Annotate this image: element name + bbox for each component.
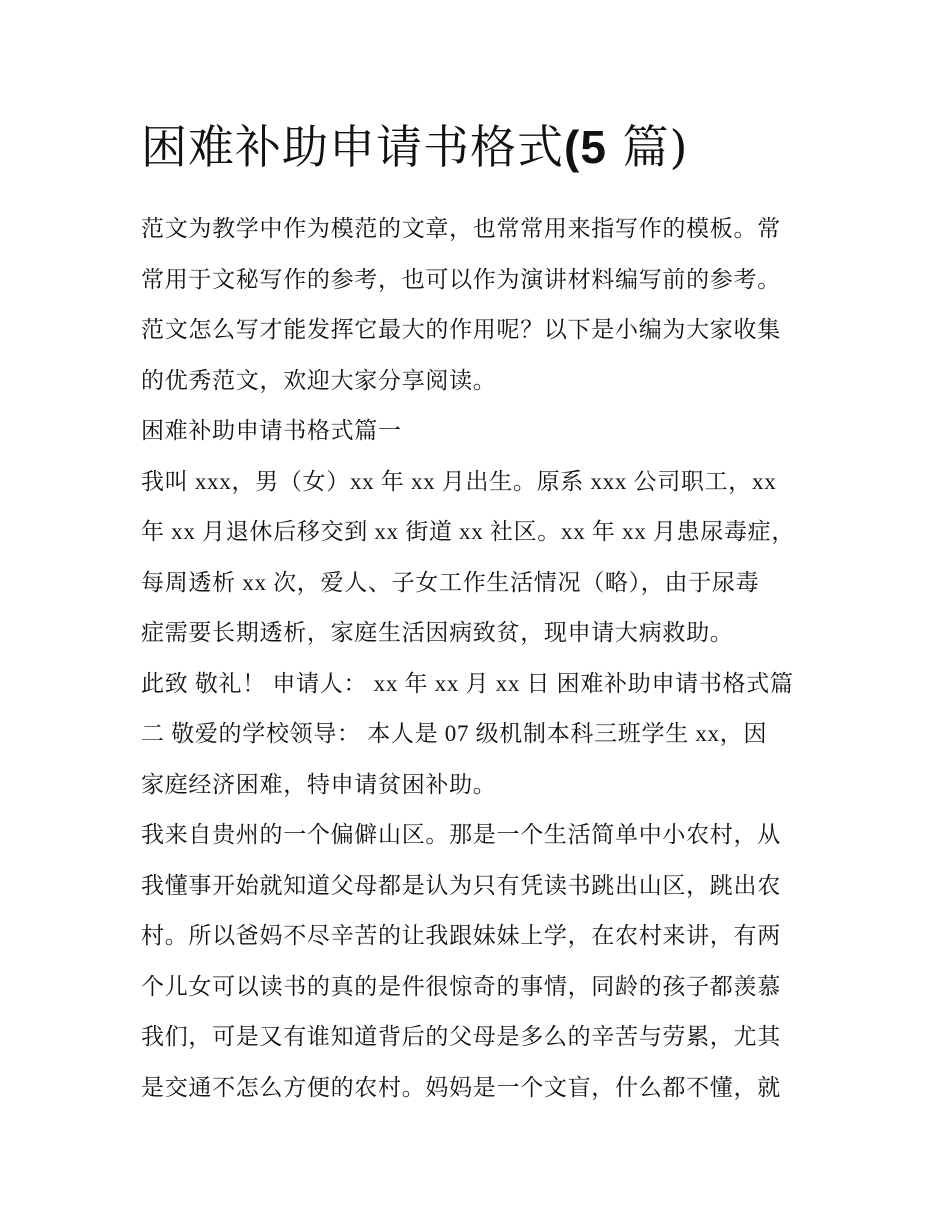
text-line: 家庭经济困难，特申请贫困补助。 bbox=[141, 771, 497, 797]
text-line: 症需要长期透析，家庭生活因病致贫，现申请大病救助。 bbox=[141, 620, 734, 645]
text-line: 我叫 xxx，男（女）xx 年 xx 月出生。原系 xxx 公司职工，xx bbox=[141, 468, 777, 494]
text-line: 年 xx 月退休后移交到 xx 街道 xx 社区。xx 年 xx 月患尿毒症， bbox=[141, 519, 796, 544]
text-line: 每周透析 xx 次，爱人、子女工作生活情况（略），由于尿毒 bbox=[141, 569, 760, 595]
section-heading: 困难补助申请书格式篇一 bbox=[141, 418, 402, 443]
document-content bbox=[141, 112, 813, 1113]
text-line: 二 敬爱的学校领导： 本人是 07 级机制本科三班学生 xx，因 bbox=[141, 721, 768, 746]
title-main: 困难补助申请书格式 bbox=[141, 120, 564, 174]
text-line: 范文为教学中作为模范的文章，也常常用来指写作的模板。常 bbox=[141, 216, 781, 241]
title-tail: 篇) bbox=[622, 120, 689, 174]
text-line: 范文怎么写才能发挥它最大的作用呢？以下是小编为大家收集 bbox=[141, 317, 781, 342]
text-line: 的优秀范文，欢迎大家分享阅读。 bbox=[141, 367, 497, 393]
document-body bbox=[141, 204, 813, 1113]
document-title bbox=[141, 112, 813, 182]
text-line: 是交通不怎么方便的农村。妈妈是一个文盲，什么都不懂，就 bbox=[141, 1074, 781, 1100]
text-line: 我来自贵州的一个偏僻山区。那是一个生活简单中小农村，从 bbox=[141, 822, 781, 847]
text-line: 我懂事开始就知道父母都是认为只有凭读书跳出山区，跳出农 bbox=[141, 872, 781, 898]
text-line: 此致 敬礼！ 申请人： xx 年 xx 月 xx 日 困难补助申请书格式篇 bbox=[141, 670, 794, 696]
text-line: 个儿女可以读书的真的是件很惊奇的事情，同龄的孩子都羡慕 bbox=[141, 973, 781, 999]
title-count: (5 bbox=[564, 121, 607, 173]
text-line: 村。所以爸妈不尽辛苦的让我跟妹妹上学，在农村来讲，有两 bbox=[141, 923, 781, 948]
text-line: 常用于文秘写作的参考，也可以作为演讲材料编写前的参考。 bbox=[141, 266, 781, 292]
text-line: 我们，可是又有谁知道背后的父母是多么的辛苦与劳累，尤其 bbox=[141, 1024, 781, 1049]
